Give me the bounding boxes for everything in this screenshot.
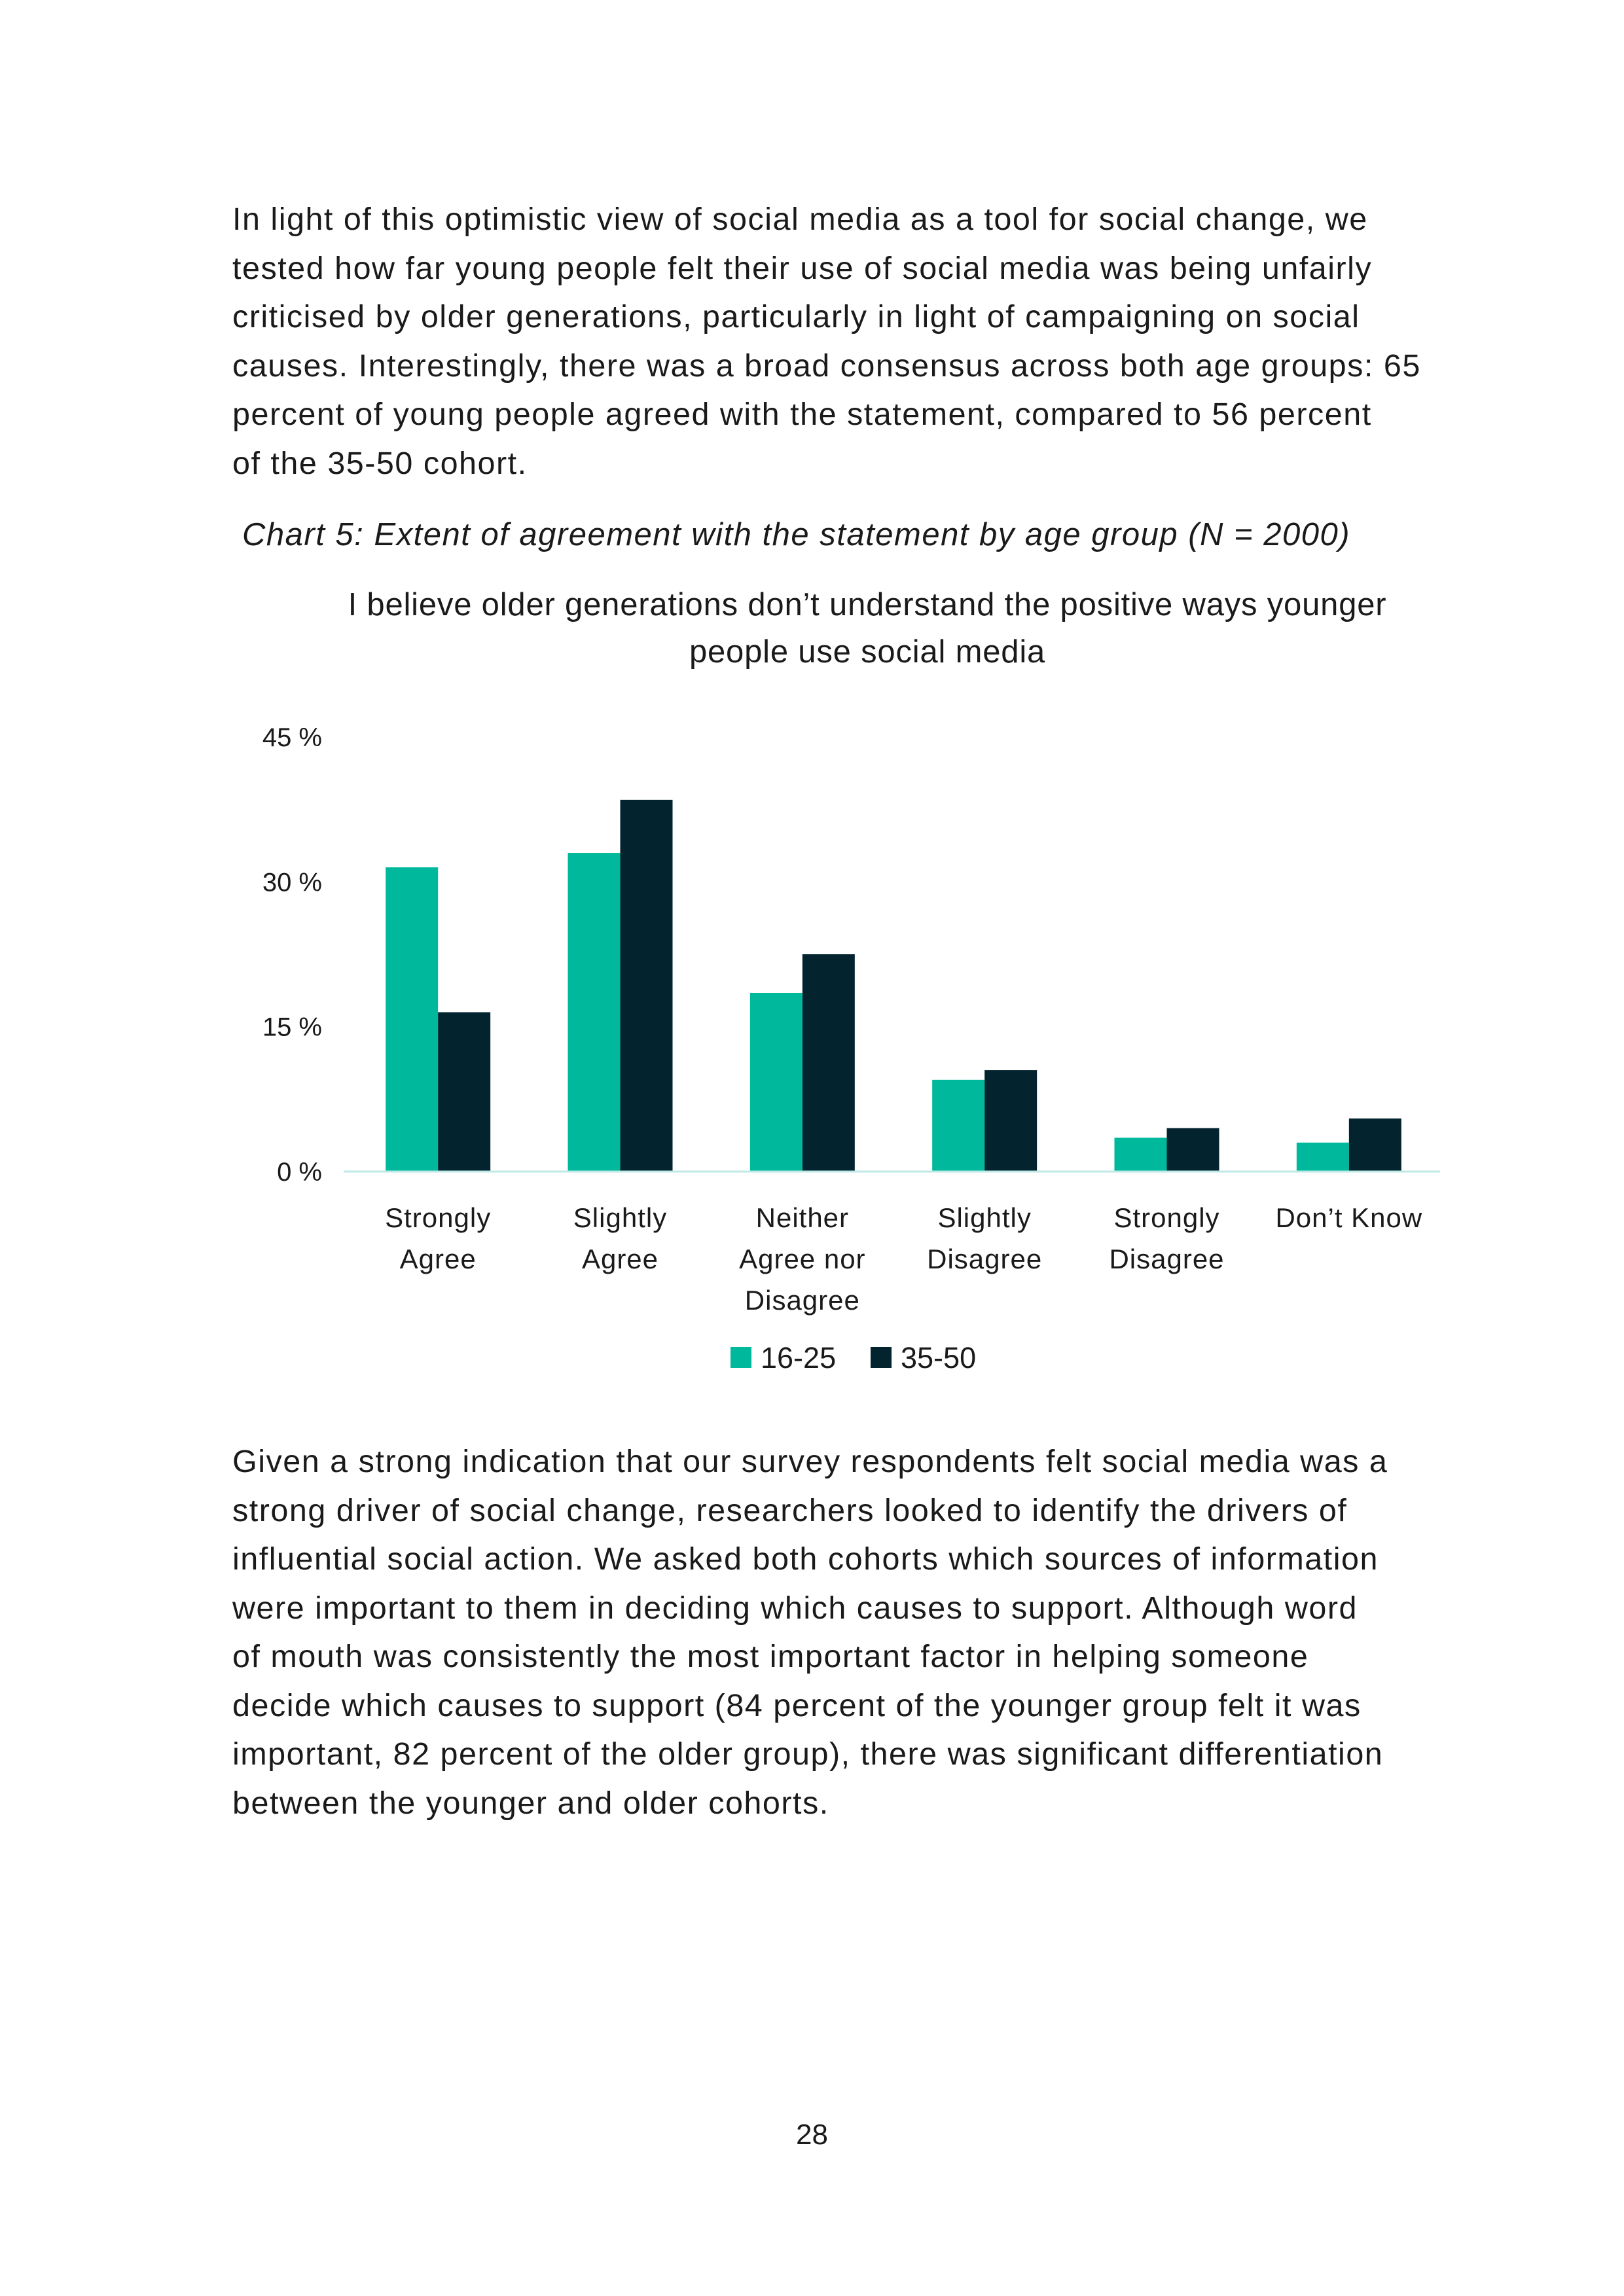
x-category-label: Agree nor [739, 1244, 866, 1274]
legend-label-16-25: 16-25 [761, 1341, 837, 1374]
x-category-label: Agree [399, 1244, 477, 1274]
chart-title-line: people use social media [689, 634, 1046, 670]
bar-16-25 [1115, 1138, 1167, 1172]
x-category-label: Disagree [744, 1285, 860, 1316]
chart-caption: Chart 5: Extent of agreement with the statement by age group (N = 2000) [242, 517, 1351, 552]
bar-35-50 [1349, 1119, 1401, 1172]
bar-16-25 [386, 867, 438, 1172]
legend-swatch-35-50 [871, 1347, 892, 1368]
bar-35-50 [803, 954, 855, 1172]
bar-35-50 [621, 800, 673, 1172]
bar-16-25 [750, 993, 803, 1172]
y-tick-label: 15 % [262, 1013, 322, 1042]
legend-label-35-50: 35-50 [901, 1341, 977, 1374]
bar-35-50 [438, 1013, 490, 1172]
x-category-label: Slightly [937, 1202, 1032, 1233]
legend-swatch-16-25 [731, 1347, 751, 1368]
x-category-label: Don’t Know [1275, 1202, 1423, 1233]
y-tick-label: 0 % [277, 1158, 322, 1187]
x-category-label: Disagree [927, 1244, 1043, 1274]
followup-paragraph: Given a strong indication that our survey respondents felt social media was a strong driver of social change, researchers looked to identify the drivers of influential social action. We asked both cohorts which sources of information were important to them in deciding which causes to support. Although word of mouth was consistently the most important factor in helping someone decide which causes to support (84 percent of the younger group felt it was important, 82 percent of the older group), there was significant differentiation between the younger and older cohorts. [232, 1444, 1388, 1821]
x-category-label: Strongly [1113, 1202, 1220, 1233]
page-number: 28 [796, 2119, 828, 2151]
y-tick-label: 30 % [262, 868, 322, 897]
x-category-label: Neither [755, 1202, 850, 1233]
bar-35-50 [1167, 1128, 1219, 1172]
x-category-label: Slightly [573, 1202, 668, 1233]
y-tick-label: 45 % [262, 723, 322, 752]
chart-title-line: I believe older generations don’t understand the positive ways younger [348, 587, 1387, 622]
x-category-label: Strongly [385, 1202, 492, 1233]
intro-paragraph: In light of this optimistic view of social media as a tool for social change, we tested how far young people felt their use of social media was being unfairly criticised by older generations, particularly in light of campaigning on social causes. Interestingly, there was a broad consensus across both age groups: 65 percent of young people agreed with the statement, compared to 56 percent of the 35-50 cohort. [232, 202, 1421, 481]
bar-16-25 [1297, 1143, 1349, 1172]
x-category-label: Agree [581, 1244, 659, 1274]
bar-16-25 [568, 853, 621, 1172]
bar-16-25 [932, 1080, 984, 1172]
x-category-label: Disagree [1109, 1244, 1225, 1274]
bar-35-50 [984, 1070, 1037, 1172]
